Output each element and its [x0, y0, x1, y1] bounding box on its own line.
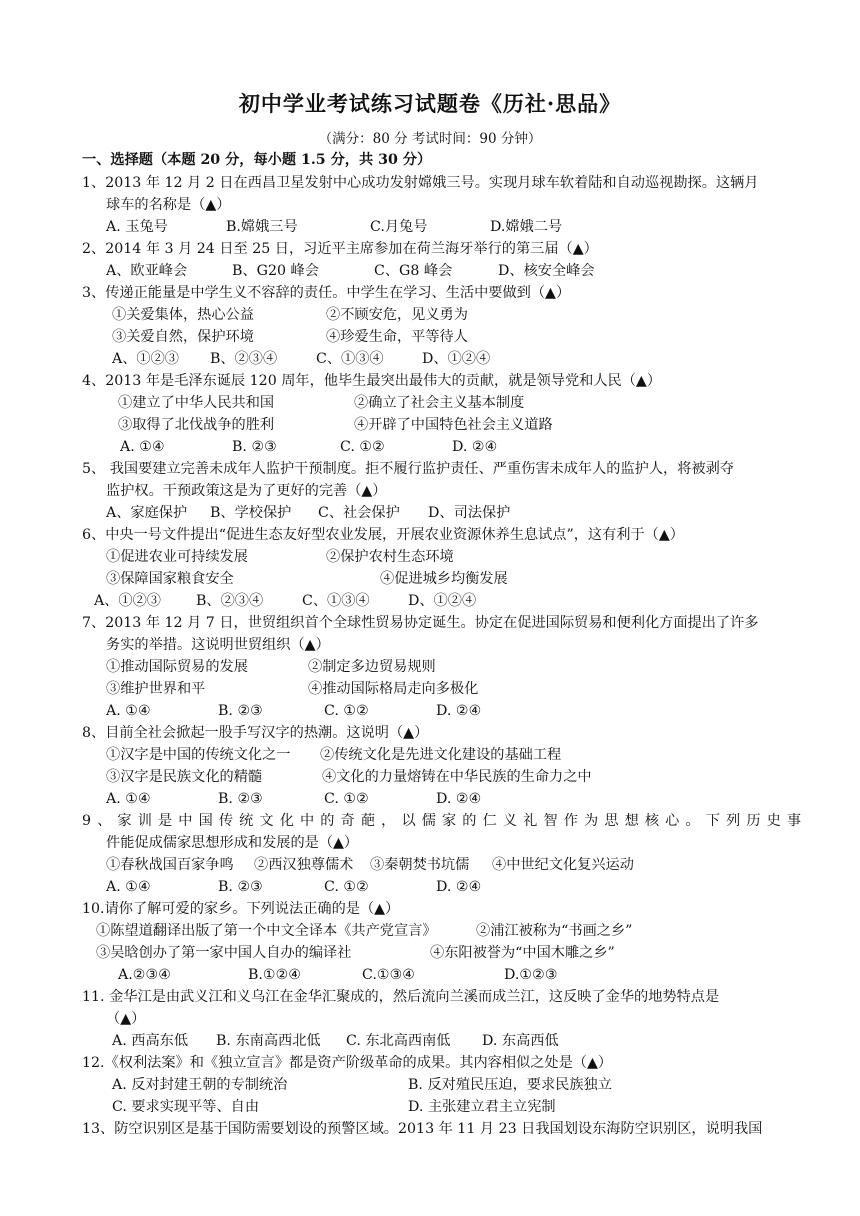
question-2-option-c: C、G8 峰会: [374, 263, 453, 279]
question-11-line-2: （▲）: [106, 1011, 146, 1027]
question-4-statement-3: ③取得了北伐战争的胜利: [118, 417, 275, 433]
question-11-option-d: D. 东高西低: [482, 1033, 559, 1049]
question-9-line-1: 9、家训是中国传统文化中的奇葩，以儒家的仁义礼智作为思想核心。下列历史事: [82, 813, 808, 829]
question-12-option-b: B. 反对殖民压迫，要求民族独立: [408, 1077, 612, 1093]
question-7-line-1: 7、2013 年 12 月 7 日，世贸组织首个全球性贸易协定诞生。协定在促进国际贸易和便利化方面提出了许多: [82, 615, 759, 631]
question-1-line-2: 球车的名称是（▲）: [106, 197, 231, 213]
question-1-option-a: A. 玉兔号: [106, 219, 168, 235]
question-8-statement-1: ①汉字是中国的传统文化之一: [106, 747, 291, 763]
question-8-option-a: A. ①④: [106, 791, 151, 807]
question-6-option-b: B、②③④: [196, 593, 264, 609]
question-7-option-b: B. ②③: [218, 703, 263, 719]
question-6-line-1: 6、中央一号文件提出“促进生态友好型农业发展，开展农业资源休养生息试点”，这有利于（▲）: [82, 527, 684, 543]
question-2-option-a: A、欧亚峰会: [106, 263, 188, 279]
question-9-statement-1: ①春秋战国百家争鸣: [106, 857, 234, 873]
question-7-option-c: C. ①②: [324, 703, 369, 719]
question-9-option-c: C. ①②: [324, 879, 369, 895]
question-8-line-1: 8、目前全社会掀起一股手写汉字的热潮。这说明（▲）: [82, 725, 429, 741]
question-12-line-1: 12.《权利法案》和《独立宣言》都是资产阶级革命的成果。其内容相似之处是（▲）: [82, 1055, 613, 1071]
question-4-option-a: A. ①④: [120, 439, 165, 455]
question-6-option-d: D、①②④: [408, 593, 477, 609]
question-3-option-a: A、①②③: [112, 351, 179, 367]
question-4-statement-1: ①建立了中华人民共和国: [118, 395, 275, 411]
question-3-statement-4: ④珍爱生命，平等待人: [326, 329, 468, 345]
question-4-option-d: D. ②④: [452, 439, 498, 455]
question-9-statement-3: ③秦朝焚书坑儒: [370, 857, 470, 873]
question-10-option-c: C.①③④: [362, 967, 416, 983]
question-10-line-1: 10.请你了解可爱的家乡。下列说法正确的是（▲）: [82, 901, 400, 917]
question-6-statement-2: ②保护农村生态环境: [326, 549, 454, 565]
question-2-line-1: 2、2014 年 3 月 24 日至 25 日，习近平主席参加在荷兰海牙举行的第三届（▲）: [82, 241, 598, 257]
question-6-statement-1: ①促进农业可持续发展: [106, 549, 248, 565]
question-13-line-1: 13、防空识别区是基于国防需要划设的预警区域。2013 年 11 月 23 日我国划设东海防空识别区，说明我国: [82, 1121, 763, 1137]
question-8-option-b: B. ②③: [218, 791, 263, 807]
question-7-statement-1: ①推动国际贸易的发展: [106, 659, 248, 675]
question-3-statement-1: ①关爱集体，热心公益: [112, 307, 254, 323]
question-7-option-a: A. ①④: [106, 703, 151, 719]
question-7-line-2: 务实的举措。这说明世贸组织（▲）: [106, 637, 330, 653]
question-1-option-d: D.嫦娥二号: [490, 219, 563, 235]
question-6-option-c: C、①③④: [302, 593, 370, 609]
question-10-statement-2: ②浦江被称为“书画之乡”: [476, 923, 633, 939]
question-3-line-1: 3、传递正能量是中学生义不容辞的责任。中学生在学习、生活中要做到（▲）: [82, 285, 571, 301]
question-11-option-b: B. 东南高西北低: [216, 1033, 321, 1049]
question-11-option-c: C. 东北高西南低: [346, 1033, 451, 1049]
question-8-statement-3: ③汉字是民族文化的精髓: [106, 769, 263, 785]
question-3-statement-2: ②不顾安危，见义勇为: [326, 307, 468, 323]
question-12-option-c: C. 要求实现平等、自由: [112, 1099, 260, 1115]
question-7-statement-2: ②制定多边贸易规则: [308, 659, 436, 675]
question-2-option-b: B、G20 峰会: [232, 263, 319, 279]
question-5-line-2: 监护权。干预政策这是为了更好的完善（▲）: [106, 483, 387, 499]
question-7-statement-3: ③维护世界和平: [106, 681, 206, 697]
question-10-statement-4: ④东阳被誉为“中国木雕之乡”: [430, 945, 615, 961]
question-10-statement-1: ①陈望道翻译出版了第一个中文全译本《共产党宣言》: [96, 923, 437, 939]
section-heading: 一、选择题（本题 20 分，每小题 1.5 分，共 30 分）: [82, 152, 432, 168]
question-3-option-d: D、①②④: [422, 351, 491, 367]
question-9-option-d: D. ②④: [436, 879, 482, 895]
question-5-option-d: D、司法保护: [428, 505, 511, 521]
question-8-statement-4: ④文化的力量熔铸在中华民族的生命力之中: [322, 769, 592, 785]
question-4-option-b: B. ②③: [232, 439, 277, 455]
question-10-statement-3: ③吴晗创办了第一家中国人自办的编译社: [96, 945, 352, 961]
question-8-option-d: D. ②④: [436, 791, 482, 807]
question-12-option-a: A. 反对封建王朝的专制统治: [112, 1077, 288, 1093]
question-3-option-b: B、②③④: [210, 351, 278, 367]
question-1-line-1: 1、2013 年 12 月 2 日在西昌卫星发射中心成功发射嫦娥三号。实现月球车软着陆和自动巡视勘探。这辆月: [82, 175, 759, 191]
question-9-statement-2: ②西汉独尊儒术: [254, 857, 354, 873]
question-5-option-a: A、家庭保护: [106, 505, 188, 521]
question-3-option-c: C、①③④: [316, 351, 384, 367]
question-6-statement-3: ③保障国家粮食安全: [106, 571, 234, 587]
question-1-option-b: B.嫦娥三号: [226, 219, 298, 235]
question-11-line-1: 11. 金华江是由武义江和义乌江在金华汇聚成的，然后流向兰溪而成兰江，这反映了金华的地势特点是: [82, 989, 720, 1005]
page-title: 初中学业考试练习试题卷《历社·思品》: [238, 91, 622, 116]
question-6-option-a: A、①②③: [94, 593, 161, 609]
question-5-option-b: B、学校保护: [210, 505, 292, 521]
question-3-statement-3: ③关爱自然，保护环境: [112, 329, 254, 345]
question-4-option-c: C. ①②: [340, 439, 385, 455]
question-6-statement-4: ④促进城乡均衡发展: [380, 571, 508, 587]
question-9-statement-4: ④中世纪文化复兴运动: [492, 857, 634, 873]
question-11-option-a: A. 西高东低: [112, 1033, 189, 1049]
question-1-option-c: C.月兔号: [370, 219, 428, 235]
question-7-statement-4: ④推动国际格局走向多极化: [308, 681, 479, 697]
question-10-option-a: A.②③④: [118, 967, 171, 983]
question-9-option-a: A. ①④: [106, 879, 151, 895]
question-10-option-b: B.①②④: [248, 967, 302, 983]
question-5-option-c: C、社会保护: [318, 505, 400, 521]
question-12-option-d: D. 主张建立君主立宪制: [408, 1099, 556, 1115]
question-8-option-c: C. ①②: [324, 791, 369, 807]
question-7-option-d: D. ②④: [436, 703, 482, 719]
question-4-statement-2: ②确立了社会主义基本制度: [354, 395, 525, 411]
question-10-option-d: D.①②③: [504, 967, 558, 983]
question-9-option-b: B. ②③: [218, 879, 263, 895]
question-2-option-d: D、核安全峰会: [498, 263, 595, 279]
question-4-line-1: 4、2013 年是毛泽东诞辰 120 周年，他毕生最突出最伟大的贡献，就是领导党和人民（▲）: [82, 373, 662, 389]
exam-info: （满分：80 分 考试时间：90 分钟）: [318, 131, 542, 147]
question-4-statement-4: ④开辟了中国特色社会主义道路: [354, 417, 553, 433]
question-5-line-1: 5、 我国要建立完善未成年人监护干预制度。拒不履行监护责任、严重伤害未成年人的监护人，将被剥夺: [82, 461, 734, 477]
question-9-line-2: 件能促成儒家思想形成和发展的是（▲）: [106, 835, 359, 851]
question-8-statement-2: ②传统文化是先进文化建设的基础工程: [320, 747, 562, 763]
